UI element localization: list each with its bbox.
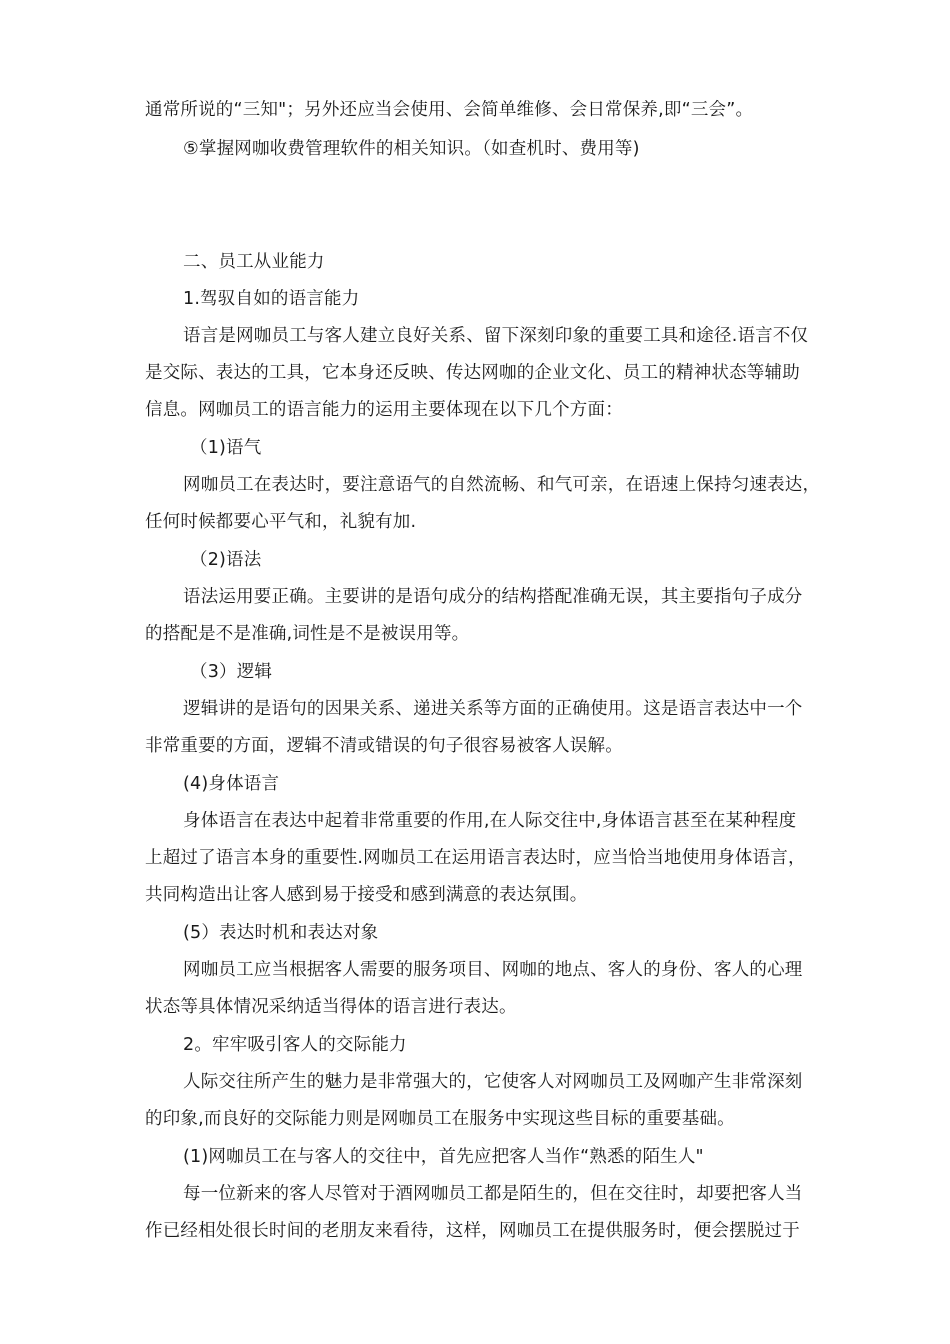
- paragraph-line: 上超过了语言本身的重要性.网咖员工在运用语言表达时，应当恰当地使用身体语言，: [145, 848, 806, 868]
- paragraph-line: 的搭配是不是准确,词性是不是被误用等。: [145, 624, 470, 644]
- item-heading: （2)语法: [190, 550, 262, 570]
- paragraph-line: 共同构造出让客人感到易于接受和感到满意的表达氛围。: [145, 885, 588, 905]
- paragraph-line: 的印象,而良好的交际能力则是网咖员工在服务中实现这些目标的重要基础。: [145, 1109, 735, 1129]
- paragraph-line: 人际交往所产生的魅力是非常强大的，它使客人对网咖员工及网咖产生非常深刻: [183, 1072, 803, 1092]
- section-heading: 二、员工从业能力: [183, 252, 325, 272]
- paragraph-line: 是交际、表达的工具，它本身还反映、传达网咖的企业文化、员工的精神状态等辅助: [145, 363, 800, 383]
- paragraph-line: 网咖员工在表达时，要注意语气的自然流畅、和气可亲，在语速上保持匀速表达，: [183, 475, 821, 495]
- list-item: ⑤掌握网咖收费管理软件的相关知识。（如查机时、费用等): [183, 139, 640, 159]
- paragraph-line: 作已经相处很长时间的老朋友来看待，这样，网咖员工在提供服务时，便会摆脱过于: [145, 1221, 800, 1241]
- paragraph-line: 逻辑讲的是语句的因果关系、递进关系等方面的正确使用。这是语言表达中一个: [183, 699, 803, 719]
- item-heading: (1)网咖员工在与客人的交往中，首先应把客人当作“熟悉的陌生人": [183, 1147, 704, 1167]
- paragraph-line: 每一位新来的客人尽管对于酒网咖员工都是陌生的，但在交往时，却要把客人当: [183, 1184, 803, 1204]
- item-heading: （3）逻辑: [190, 662, 273, 682]
- paragraph-line: 通常所说的“三知"；另外还应当会使用、会简单维修、会日常保养,即“三会”。: [145, 100, 754, 120]
- item-heading: (4)身体语言: [183, 774, 280, 794]
- paragraph-line: 非常重要的方面，逻辑不清或错误的句子很容易被客人误解。: [145, 736, 623, 756]
- subsection-heading: 1.驾驭自如的语言能力: [183, 289, 360, 309]
- paragraph-line: 任何时候都要心平气和，礼貌有加.: [145, 512, 417, 532]
- paragraph-line: 状态等具体情况采纳适当得体的语言进行表达。: [145, 997, 517, 1017]
- subsection-heading: 2。牢牢吸引客人的交际能力: [183, 1035, 407, 1055]
- paragraph-line: 语法运用要正确。主要讲的是语句成分的结构搭配准确无误，其主要指句子成分: [183, 587, 803, 607]
- paragraph-line: 信息。网咖员工的语言能力的运用主要体现在以下几个方面：: [145, 400, 623, 420]
- paragraph-line: 网咖员工应当根据客人需要的服务项目、网咖的地点、客人的身份、客人的心理: [183, 960, 803, 980]
- paragraph-line: 身体语言在表达中起着非常重要的作用,在人际交往中,身体语言甚至在某种程度: [183, 811, 797, 831]
- paragraph-line: 语言是网咖员工与客人建立良好关系、留下深刻印象的重要工具和途径.语言不仅: [183, 326, 809, 346]
- item-heading: （1)语气: [190, 438, 262, 458]
- item-heading: (5）表达时机和表达对象: [183, 923, 379, 943]
